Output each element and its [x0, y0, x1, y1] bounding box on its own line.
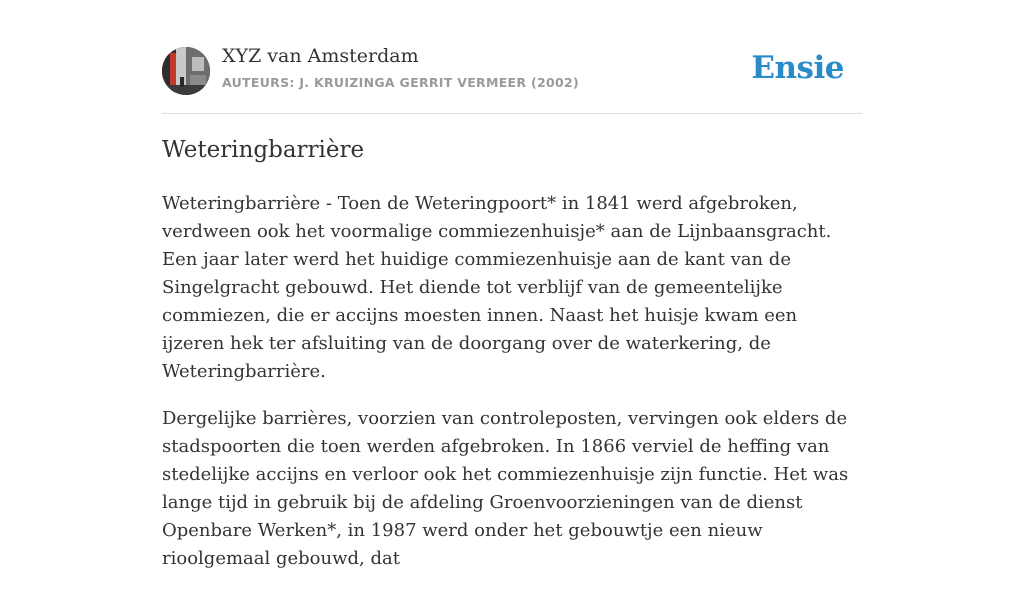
- entry-paragraph: Dergelijke barrières, voorzien van controleposten, vervingen ook elders de stadspoorten die toen werden afgebroken. In 1866 verviel de heffing van stedelijke accijns en verloor ook het commiezenhuisje zijn functie. Het was lange tijd in gebruik bij de afdeling Groenvoorzieningen van de dienst Openbare Werken*, in 1987 werd onder het gebouwtje een nieuw rioolgemaal gebouwd, dat: [162, 408, 849, 569]
- book-title[interactable]: XYZ van Amsterdam: [222, 45, 419, 67]
- ensie-logo[interactable]: Ensie: [751, 50, 844, 86]
- book-cover-avatar[interactable]: [162, 47, 210, 95]
- page-container: [162, 0, 862, 569]
- entry-paragraph: Weteringbarrière - Toen de Weteringpoort* in 1841 werd afgebroken, verdween ook het voormalige commiezenhuisje* aan de Lijnbaansgracht. Een jaar later werd het huidige commiezenhuisje aan de kant van de Singelgracht gebouwd. Het diende tot verblijf van de gemeentelijke commiezen, die er accijns moesten innen. Naast het huisje kwam een ijzeren hek ter afsluiting van de doorgang over de waterkering, de Weteringbarrière.: [162, 193, 832, 382]
- book-cover-icon: [162, 47, 210, 95]
- entry-body: [162, 190, 862, 592]
- book-header: [162, 0, 862, 114]
- book-authors: AUTEURS: J. KRUIZINGA GERRIT VERMEER (2002): [222, 75, 579, 90]
- entry-title: Weteringbarrière: [162, 137, 365, 163]
